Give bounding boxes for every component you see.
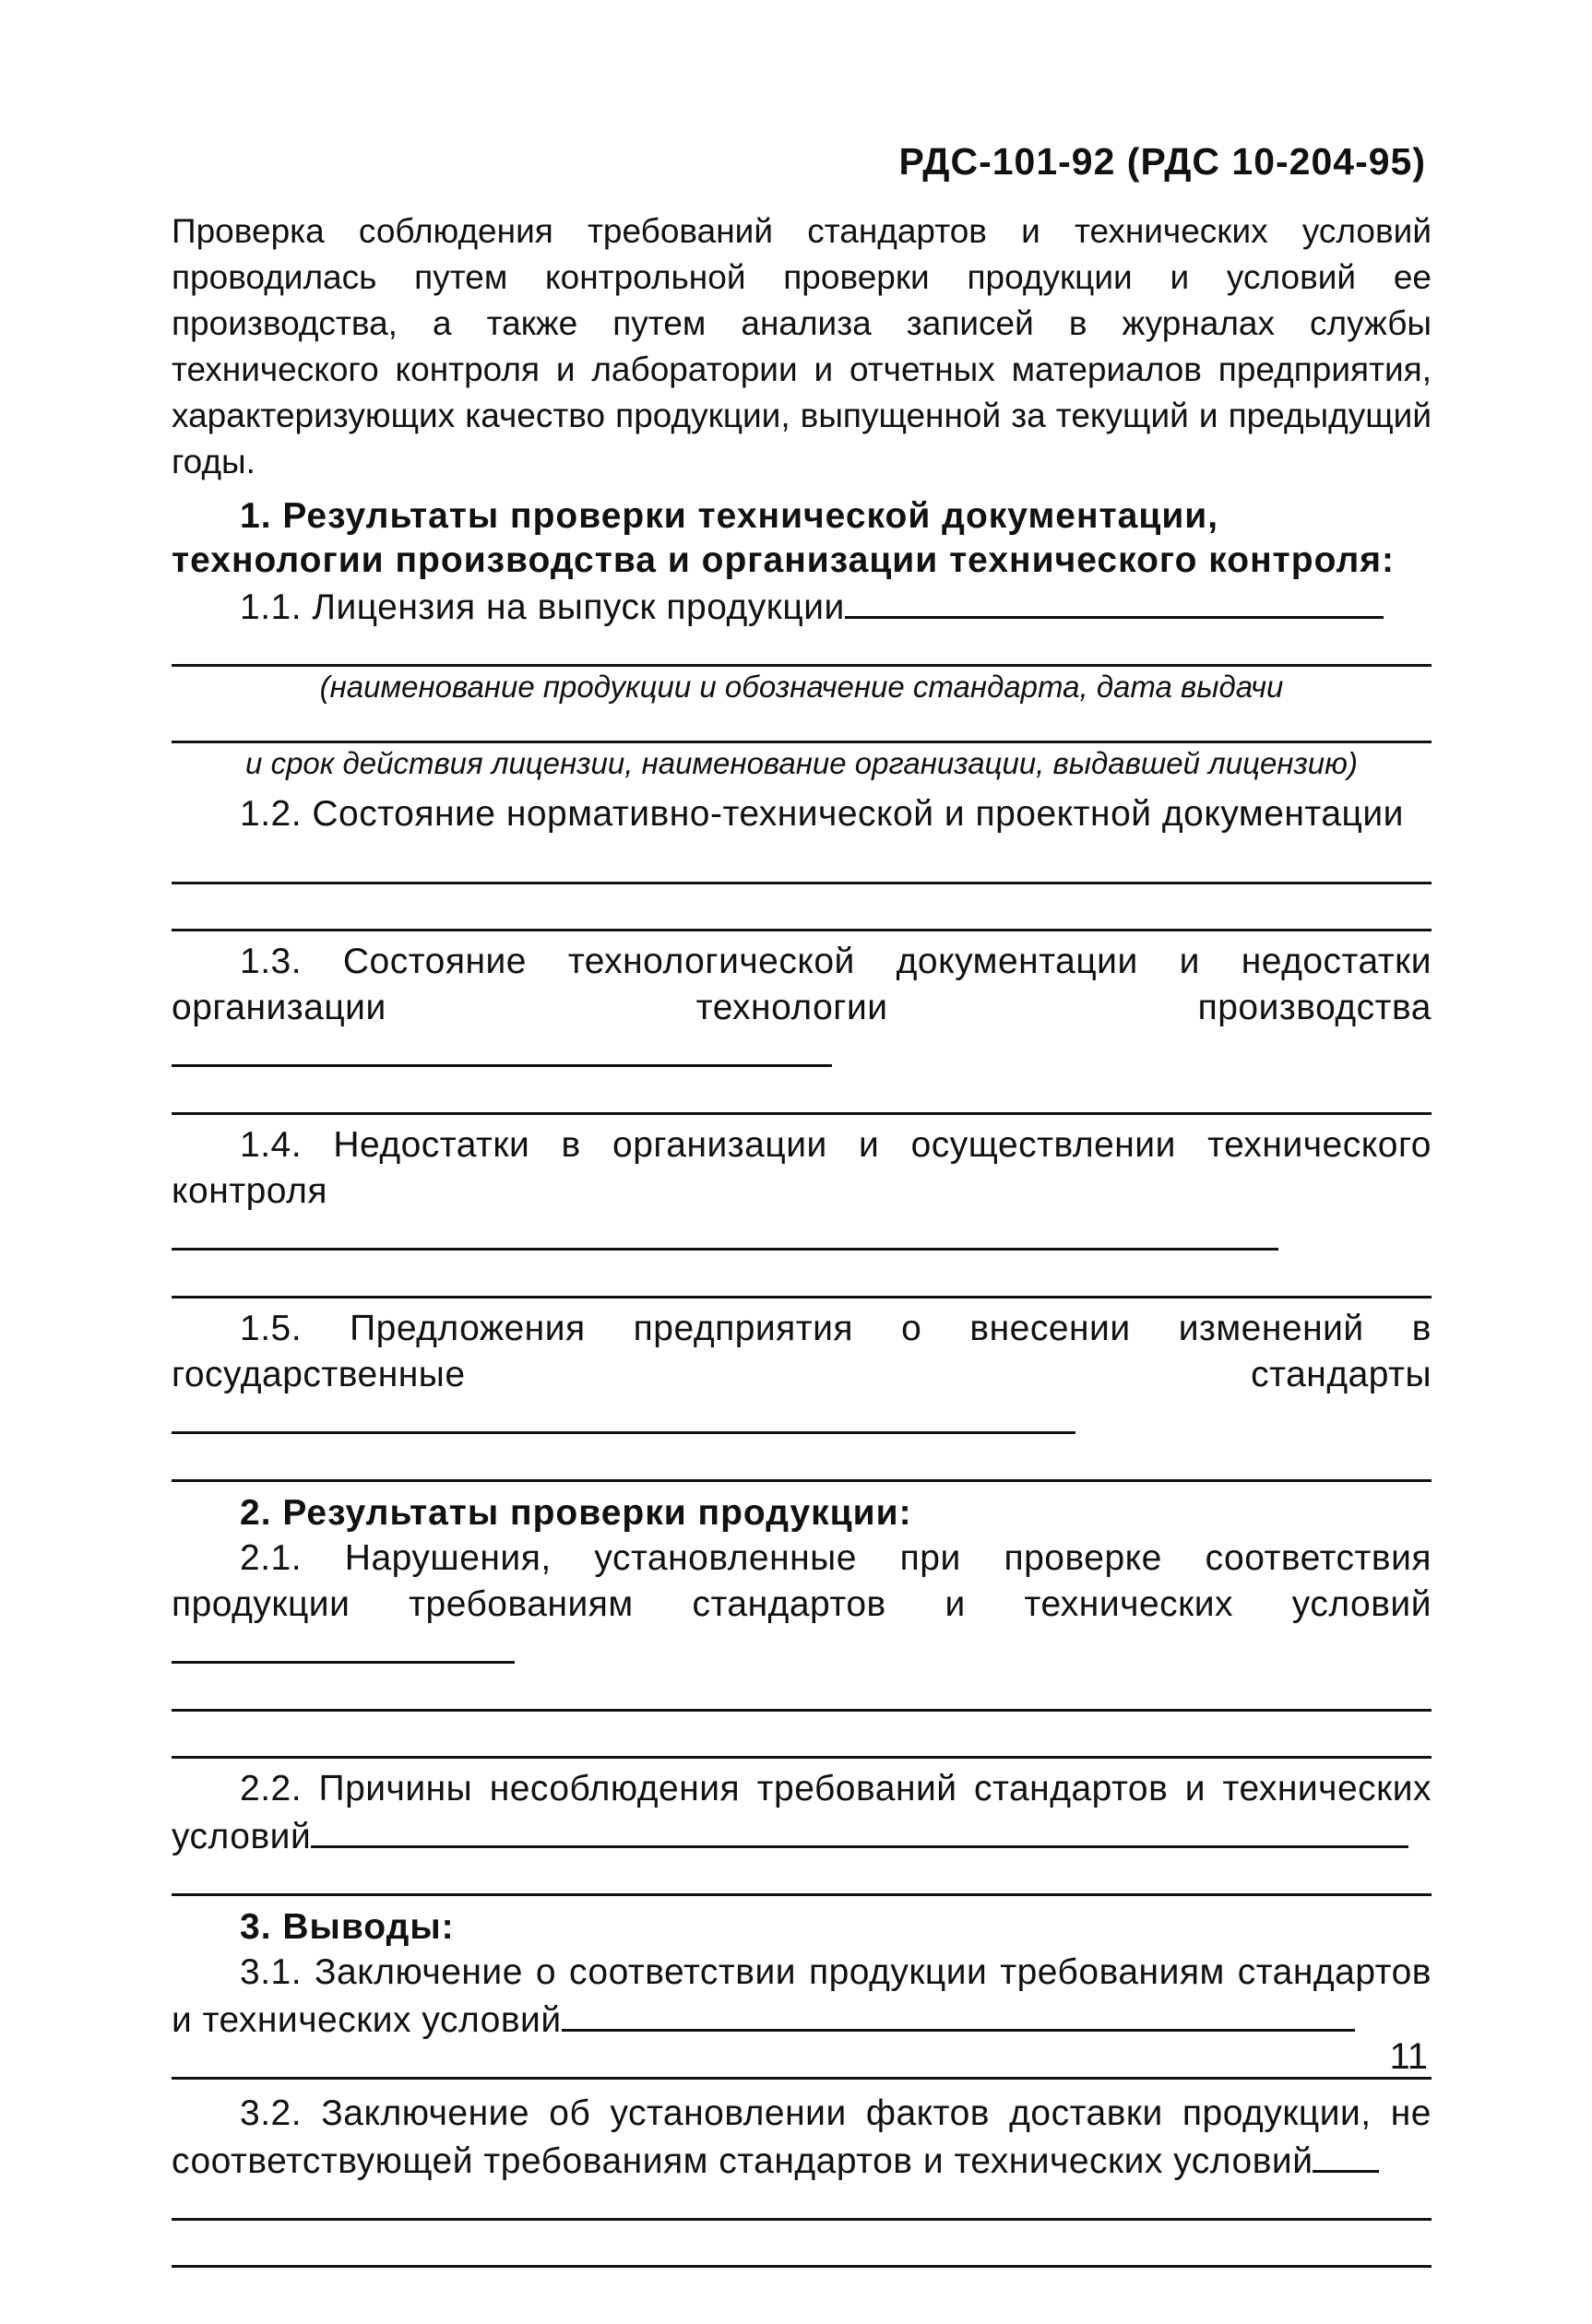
item-1-1 [172,583,1432,631]
item-3-2-fill-line [1313,2137,1379,2173]
item-1-3 [172,939,1432,1079]
item-2-2-text: 2.2. Причины несоблюдения требований стандартов и технических условий [172,1769,1432,1856]
item-1-1-text: 1.1. Лицензия на выпуск продукции [240,587,845,627]
item-1-4 [172,1122,1432,1263]
item-1-4-text: 1.4. Недостатки в организации и осуществлении технического контроля [172,1125,1432,1211]
item-1-3-fill-line [172,1031,832,1067]
item-3-2 [172,2091,1432,2185]
section-2-heading: 2. Результаты проверки продукции: [240,1493,912,1533]
item-1-2: 1.2. Состояние нормативно-технической и проектной документации [240,794,1404,834]
item-2-2-fill-line [311,1812,1408,1848]
item-1-5-fill-line [172,1398,1075,1434]
item-2-1-text: 2.1. Нарушения, установленные при проверке соответствия продукции требованиям стандартов и технических условий [172,1538,1432,1624]
license-caption-2: и срок действия лицензии, наименование организации, выдавшей лицензию) [245,746,1358,780]
item-1-4-rule-1 [172,1296,1432,1298]
item-1-5-rule-1 [172,1479,1432,1482]
item-3-1-fill-line [562,1996,1355,2032]
item-2-2-rule-1 [172,1893,1432,1896]
item-1-2-rule-2 [172,929,1432,931]
section-1-heading: 1. Результаты проверки технической документации, технологии производства и организации технического контроля: [172,496,1395,580]
item-2-1-fill-line [172,1628,515,1664]
section-3-heading: 3. Выводы: [240,1907,455,1947]
intro-paragraph: Проверка соблюдения требований стандартов и технических условий проводилась путем контрольной проверки продукции и условий ее производства, а также путем анализа записей в журналах службы технического контроля и лаборатории и отчетных материалов предприятия, характеризующих качество продукции, выпущенной за текущий и предыдущий годы. [172,212,1432,480]
item-1-3-text: 1.3. Состояние технологической документации и недостатки организации технологии производства [172,942,1432,1027]
item-1-5 [172,1306,1432,1446]
item-3-2-text: 3.2. Заключение об установлении фактов доставки продукции, не соответствующей требованиям стандартов и технических условий [172,2093,1432,2181]
document-body [172,208,1432,2268]
license-caption-1: (наименование продукции и обозначение стандарта, дата выдачи [319,670,1284,704]
item-1-5-text: 1.5. Предложения предприятия о внесении изменений в государственные стандарты [172,1309,1432,1394]
item-3-1-text: 3.1. Заключение о соответствии продукции требованиям стандартов и технических условий [172,1952,1432,2040]
item-2-1-rule-2 [172,1756,1432,1759]
item-1-3-rule-1 [172,1112,1432,1115]
item-2-1 [172,1536,1432,1676]
item-3-1-rule-1 [172,2077,1432,2080]
page-number: 11 [1389,2036,1428,2077]
item-2-2 [172,1766,1432,1860]
item-3-2-rule-2 [172,2265,1432,2268]
document-code-header: РДС-101-92 (РДС 10-204-95) [898,140,1426,183]
item-3-1 [172,1950,1432,2044]
item-1-1-fill-line [845,583,1384,619]
item-1-4-fill-line [172,1215,1278,1251]
